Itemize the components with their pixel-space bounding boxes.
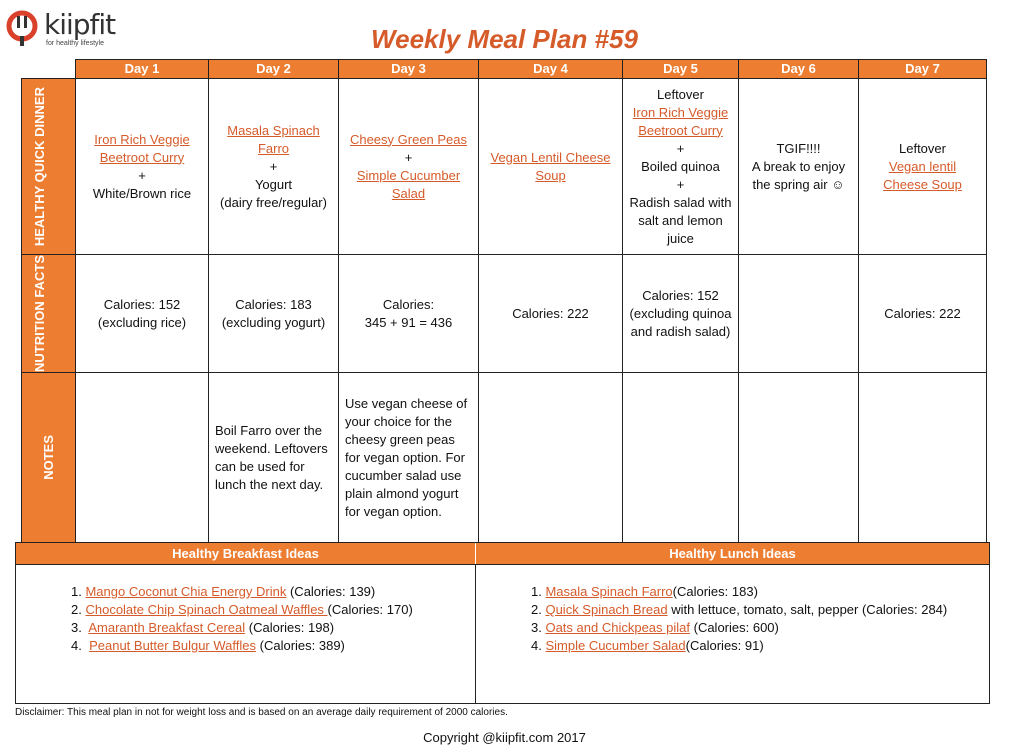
chocolate-chip-waffles-link[interactable]: Chocolate Chip Spinach Oatmeal Waffles	[85, 602, 328, 617]
cheesy-green-peas-link[interactable]: Cheesy Green Peas	[349, 131, 468, 147]
lunch-item	[531, 637, 947, 655]
notes-day-6	[739, 373, 859, 543]
item-calories: (Calories: 600)	[690, 620, 779, 635]
plus-sign: +	[676, 140, 685, 156]
calories-sum: 345 + 91 = 436	[364, 314, 453, 330]
lunch-list	[531, 583, 947, 655]
brand-name: kiipfit	[44, 8, 116, 41]
item-calories: with lettuce, tomato, salt, pepper (Calories: 284)	[667, 602, 948, 617]
notes-day-1	[76, 373, 209, 543]
item-calories: (Calories: 183)	[672, 584, 758, 599]
day-6-header: Day 6	[739, 60, 859, 79]
plus-sign: +	[676, 176, 685, 192]
break-text: A break to enjoy the spring air ☺	[751, 158, 846, 192]
masala-spinach-farro-link[interactable]: Masala Spinach Farro	[227, 122, 320, 156]
item-calories: (Calories: 389)	[256, 638, 345, 653]
lunch-header: Healthy Lunch Ideas	[476, 543, 989, 564]
dinner-side: Boiled quinoa	[641, 158, 720, 174]
lunch-item	[531, 583, 947, 601]
item-number: 2.	[531, 602, 542, 617]
page-title: Weekly Meal Plan #59	[371, 24, 638, 54]
dinner-day-5	[623, 79, 739, 255]
nutrition-row	[22, 255, 987, 373]
day-3-header: Day 3	[339, 60, 479, 79]
header-divider	[16, 564, 989, 565]
item-calories: (Calories: 198)	[245, 620, 335, 635]
breakfast-item	[71, 601, 413, 619]
notes-day-5	[623, 373, 739, 543]
breakfast-list	[71, 583, 413, 655]
nutrition-row-label	[22, 255, 76, 373]
notes-day-2: Boil Farro over the weekend. Leftovers can be used for lunch the next day.	[209, 373, 339, 543]
vegan-lentil-cheese-soup-link[interactable]: Vegan lentil Cheese Soup	[883, 158, 962, 192]
dinner-day-2	[209, 79, 339, 255]
leftover-label: Leftover	[899, 140, 946, 156]
nutrition-day-5: Calories: 152 (excluding quinoa and radish salad)	[623, 255, 739, 373]
dinner-row-label	[22, 79, 76, 255]
dinner-row	[22, 79, 987, 255]
nutrition-label-text: NUTRITION FACTS	[31, 255, 47, 372]
oats-chickpeas-pilaf-link[interactable]: Oats and Chickpeas pilaf	[545, 620, 690, 635]
lunch-item	[531, 601, 947, 619]
lunch-item	[531, 619, 947, 637]
item-number: 1.	[531, 584, 542, 599]
item-number: 1.	[71, 584, 82, 599]
mango-coconut-chia-link[interactable]: Mango Coconut Chia Energy Drink	[85, 584, 287, 599]
nutrition-day-2: Calories: 183 (excluding yogurt)	[209, 255, 339, 373]
nutrition-day-6	[739, 255, 859, 373]
day-header-row	[22, 60, 987, 79]
plus-sign: +	[404, 149, 413, 165]
dinner-day-3	[339, 79, 479, 255]
breakfast-item	[71, 619, 413, 637]
item-number: 3.	[71, 620, 82, 635]
item-number: 4.	[531, 638, 542, 653]
nutrition-day-7: Calories: 222	[859, 255, 987, 373]
meal-plan-table	[21, 59, 987, 543]
dinner-side-note: (dairy free/regular)	[220, 194, 327, 210]
dinner-day-6	[739, 79, 859, 255]
brand-tagline: for healthy lifestyle	[46, 40, 104, 47]
item-number: 2.	[71, 602, 82, 617]
notes-row-label	[22, 373, 76, 543]
notes-day-7	[859, 373, 987, 543]
header-corner	[22, 60, 76, 79]
masala-spinach-farro-link[interactable]: Masala Spinach Farro	[545, 584, 673, 599]
dinner-side: White/Brown rice	[92, 185, 192, 201]
simple-cucumber-salad-link[interactable]: Simple Cucumber Salad	[545, 638, 686, 653]
ideas-box	[15, 542, 990, 704]
leftover-label: Leftover	[657, 86, 704, 102]
nutrition-day-4: Calories: 222	[479, 255, 623, 373]
nutrition-day-1: Calories: 152 (excluding rice)	[76, 255, 209, 373]
plus-sign: +	[269, 158, 278, 174]
day-1-header: Day 1	[76, 60, 209, 79]
item-number: 4.	[71, 638, 82, 653]
dinner-day-1	[76, 79, 209, 255]
notes-row	[22, 373, 987, 543]
breakfast-item	[71, 583, 413, 601]
item-calories: (Calories: 170)	[327, 602, 413, 617]
iron-rich-veggie-link[interactable]: Iron Rich Veggie Beetroot Curry	[632, 104, 729, 138]
quick-spinach-bread-link[interactable]: Quick Spinach Bread	[545, 602, 668, 617]
day-4-header: Day 4	[479, 60, 623, 79]
dinner-side: Radish salad with salt and lemon juice	[629, 194, 732, 246]
dinner-day-4	[479, 79, 623, 255]
item-calories: (Calories: 139)	[286, 584, 376, 599]
breakfast-item	[71, 637, 413, 655]
disclaimer-text: Disclaimer: This meal plan in not for weight loss and is based on an average daily requirement of 2000 calories.	[15, 707, 508, 718]
breakfast-header: Healthy Breakfast Ideas	[16, 543, 475, 564]
dinner-label-text: HEALTHY QUICK DINNER	[31, 86, 47, 247]
plus-sign: +	[138, 167, 146, 183]
item-calories: (Calories: 91)	[685, 638, 764, 653]
dinner-side: Yogurt	[254, 176, 293, 192]
amaranth-cereal-link[interactable]: Amaranth Breakfast Cereal	[88, 620, 246, 635]
vegan-lentil-cheese-soup-link[interactable]: Vegan Lentil Cheese Soup	[490, 149, 611, 183]
notes-day-3: Use vegan cheese of your choice for the cheesy green peas for vegan option. For cucumber salad use plain almond yogurt for vegan option.	[339, 373, 479, 543]
simple-cucumber-salad-link[interactable]: Simple Cucumber Salad	[356, 167, 461, 201]
column-divider	[475, 564, 476, 703]
day-7-header: Day 7	[859, 60, 987, 79]
copyright-text: Copyright @kiipfit.com 2017	[423, 730, 586, 745]
iron-rich-veggie-link[interactable]: Iron Rich Veggie Beetroot Curry	[94, 131, 190, 165]
peanut-butter-waffles-link[interactable]: Peanut Butter Bulgur Waffles	[89, 638, 257, 653]
tgif-text: TGIF!!!!	[776, 140, 821, 156]
calories-label: Calories:	[382, 296, 435, 312]
notes-day-4	[479, 373, 623, 543]
dinner-day-7	[859, 79, 987, 255]
item-number: 3.	[531, 620, 542, 635]
day-5-header: Day 5	[623, 60, 739, 79]
day-2-header: Day 2	[209, 60, 339, 79]
notes-label-text: NOTES	[40, 435, 56, 480]
nutrition-day-3	[339, 255, 479, 373]
